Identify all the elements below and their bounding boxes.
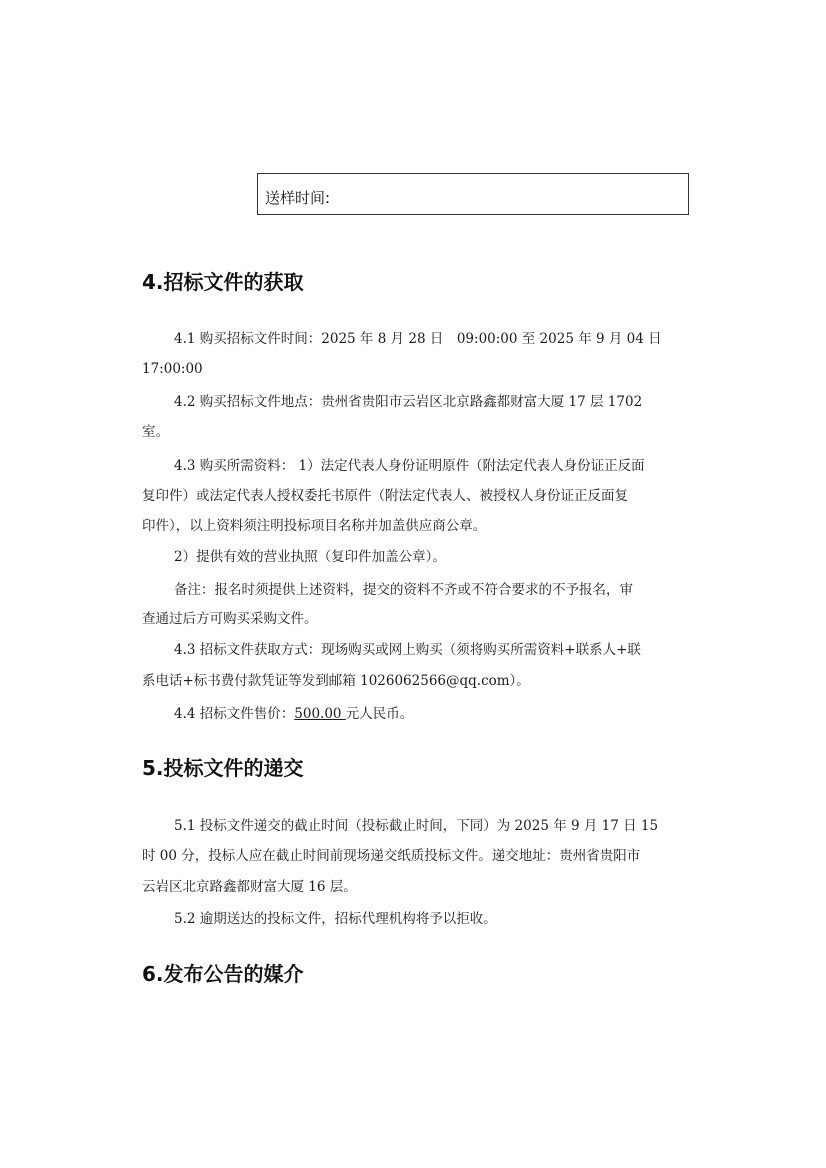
s4-p3-line3: 印件），以上资料须注明投标项目名称并加盖供应商公章。: [142, 518, 487, 534]
sample-time-box: [257, 173, 689, 215]
s4-p1-line2: 17:00:00: [142, 361, 203, 377]
price-unit: 元人民币。: [345, 706, 414, 722]
s5-p2-line1: 5.2 逾期送达的投标文件，招标代理机构将予以拒收。: [174, 911, 497, 927]
s4-p3-line2: 复印件）或法定代表人授权委托书原件（附法定代表人、被授权人身份证正反面复: [142, 488, 628, 504]
s4-p1-line1: 4.1 购买招标文件时间：2025 年 8 月 28 日 09:00:00 至 2025 年 9 月 04 日: [174, 331, 662, 347]
s4-p6-line2: 系电话+标书费付款凭证等发到邮箱 1026062566@qq.com）。: [142, 673, 530, 689]
sample-time-label: 送样时间:: [265, 189, 331, 207]
price-value: 500.00: [294, 706, 346, 722]
s4-p5-line1: 备注：报名时须提供上述资料，提交的资料不齐或不符合要求的不予报名，审: [174, 582, 633, 598]
s4-p4-line1: 2）提供有效的营业执照（复印件加盖公章）。: [174, 549, 446, 565]
s4-p2-line2: 室。: [142, 424, 169, 440]
s4-p2-line1: 4.2 购买招标文件地点：贵州省贵阳市云岩区北京路鑫都财富大厦 17 层 1702: [174, 394, 643, 410]
s4-p6-line1: 4.3 招标文件获取方式：现场购买或网上购买（须将购买所需资料+联系人+联: [174, 642, 641, 658]
price-label: 4.4 招标文件售价：: [174, 706, 295, 722]
s4-p3-line1: 4.3 购买所需资料： 1）法定代表人身份证明原件（附法定代表人身份证正反面: [174, 458, 645, 474]
s5-p1-line3: 云岩区北京路鑫都财富大厦 16 层。: [142, 879, 357, 895]
s5-p1-line2: 时 00 分，投标人应在截止时间前现场递交纸质投标文件。递交地址：贵州省贵阳市: [142, 848, 641, 864]
section6-heading: 6.发布公告的媒介: [142, 962, 304, 986]
s4-p7: [174, 704, 413, 724]
section5-heading: 5.投标文件的递交: [142, 756, 304, 780]
section4-heading: 4.招标文件的获取: [142, 270, 304, 294]
s4-p5-line2: 查通过后方可购买采购文件。: [142, 611, 318, 627]
s5-p1-line1: 5.1 投标文件递交的截止时间（投标截止时间，下同）为 2025 年 9 月 17 日 15: [174, 818, 659, 834]
